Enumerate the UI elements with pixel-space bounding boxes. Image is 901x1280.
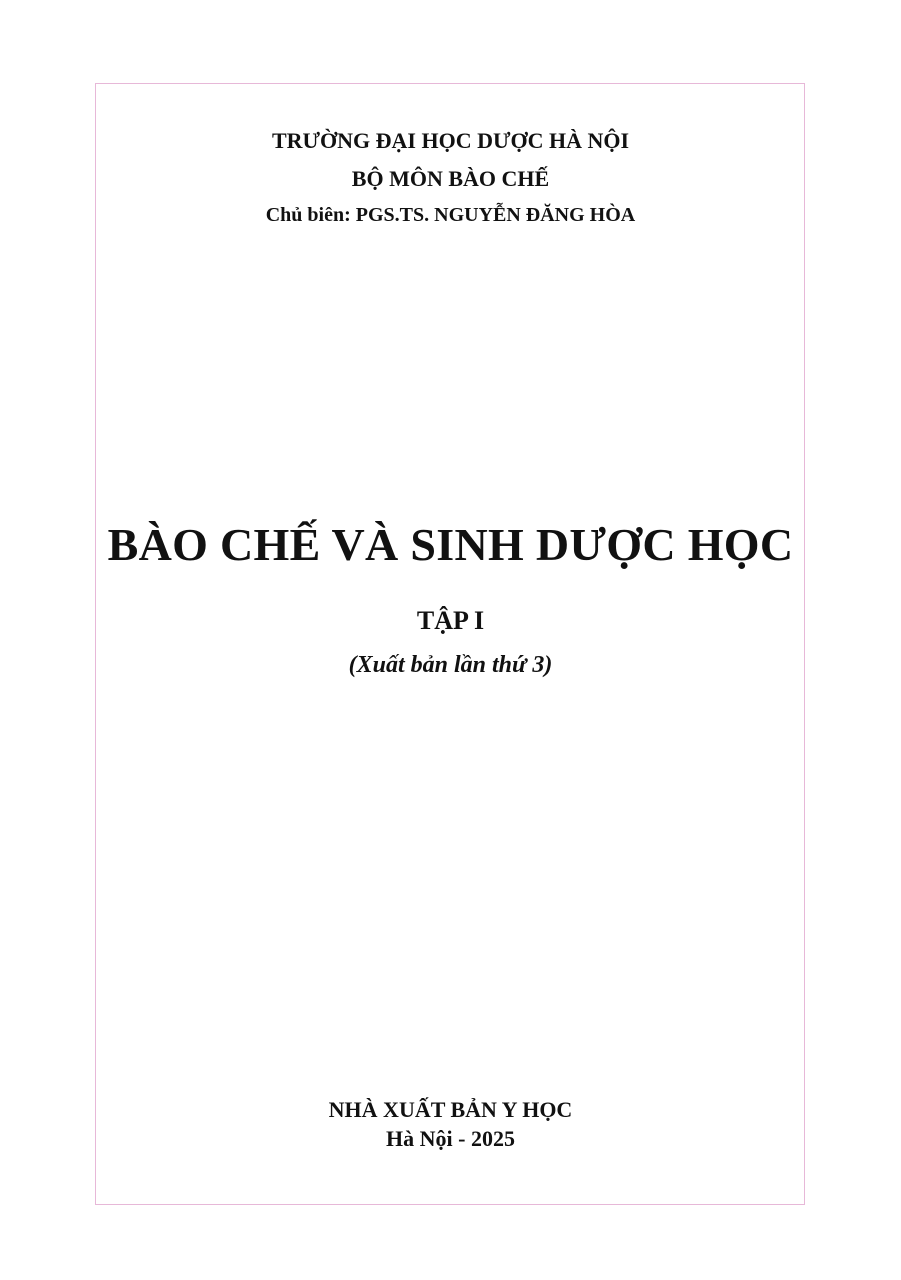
- edition-note: (Xuất bản lần thứ 3): [348, 652, 553, 678]
- publisher-name: NHÀ XUẤT BẢN Y HỌC: [328, 1097, 573, 1122]
- book-title: BÀO CHẾ VÀ SINH DƯỢC HỌC: [107, 519, 794, 570]
- place-year: Hà Nội - 2025: [386, 1126, 515, 1151]
- volume-label: TẬP I: [416, 606, 485, 635]
- institution-name: TRƯỜNG ĐẠI HỌC DƯỢC HÀ NỘI: [271, 128, 630, 153]
- page-border-frame: [95, 83, 805, 1205]
- department-name: BỘ MÔN BÀO CHẾ: [351, 166, 550, 191]
- chief-editor: Chủ biên: PGS.TS. NGUYỄN ĐĂNG HÒA: [265, 204, 636, 226]
